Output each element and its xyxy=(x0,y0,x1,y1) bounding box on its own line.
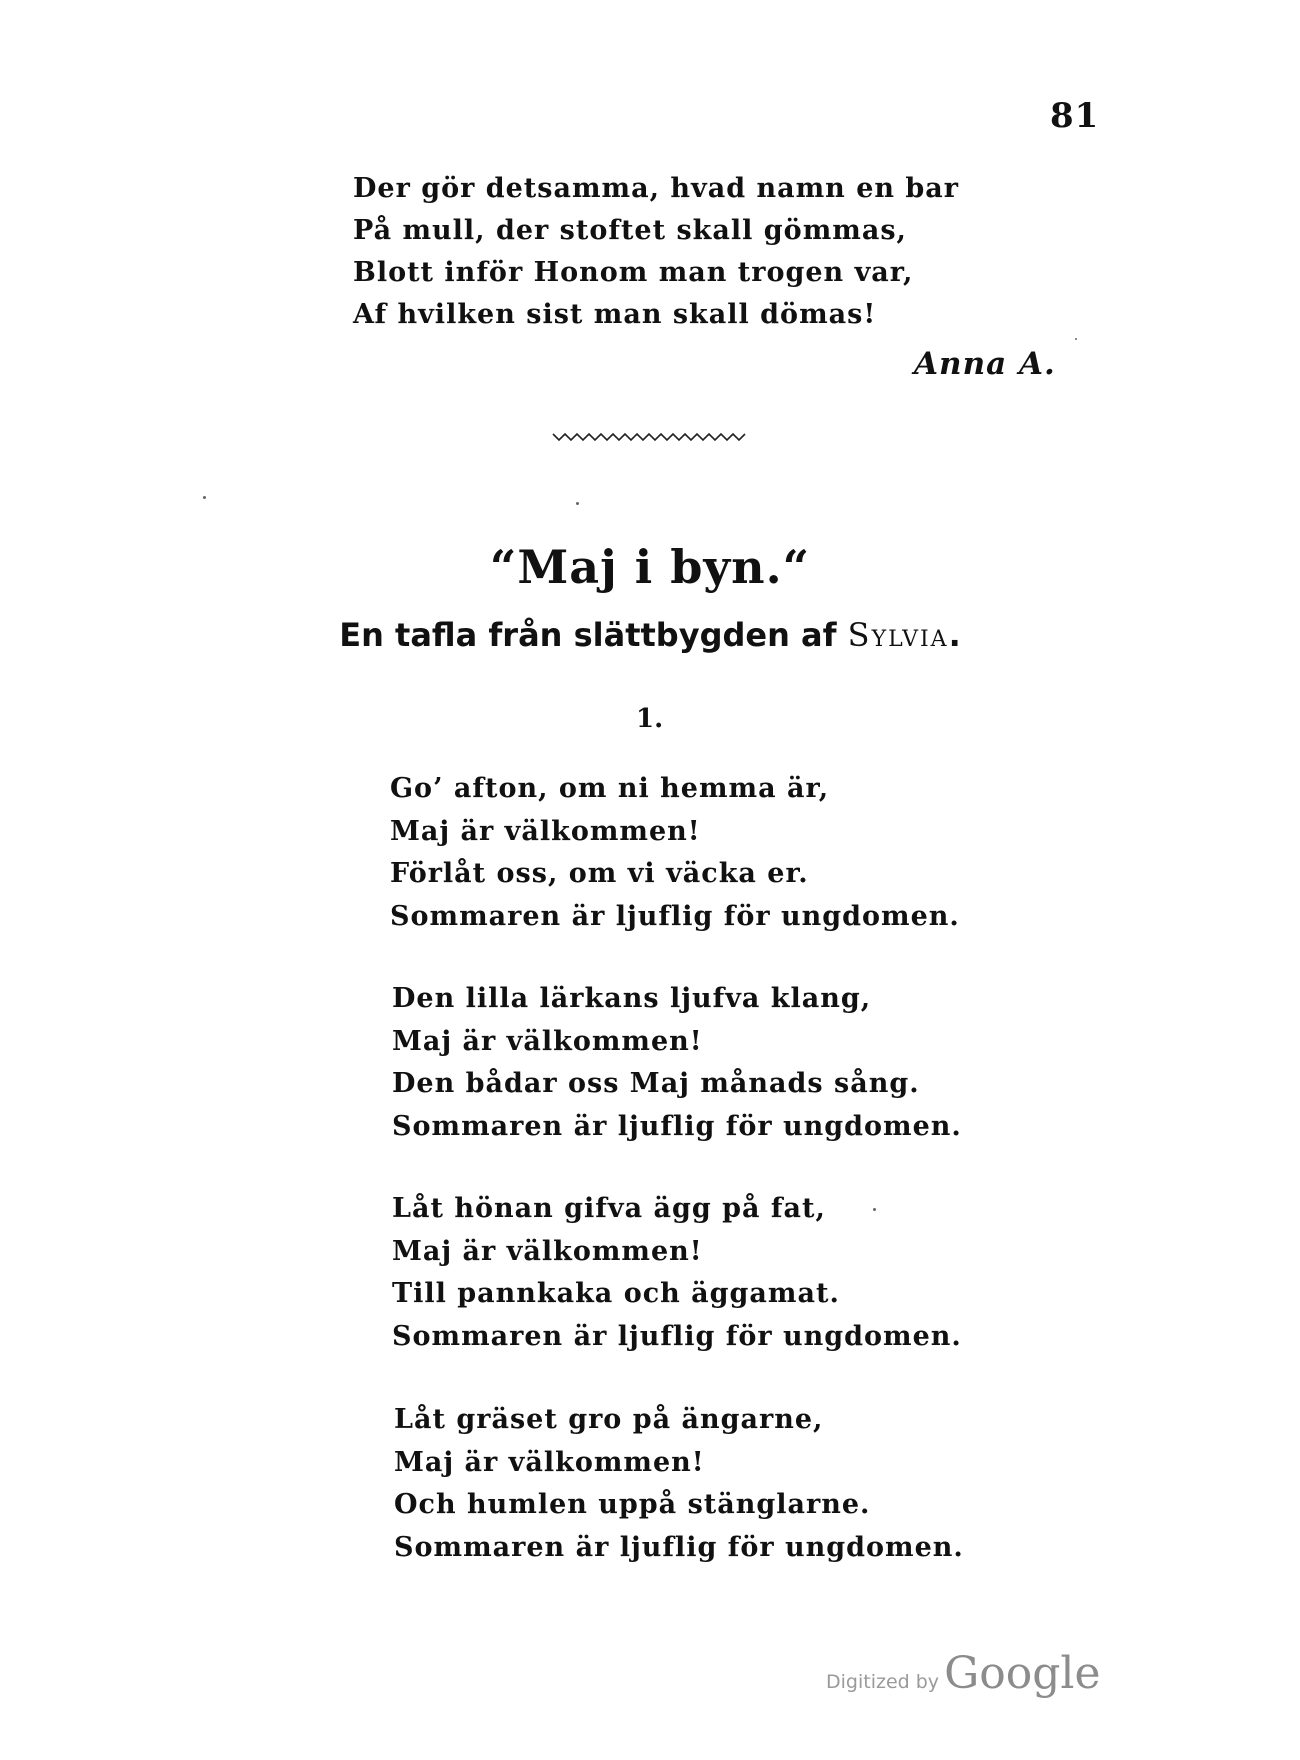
poem-line: Förlåt oss, om vi väcka er. xyxy=(390,858,809,890)
stanza-4 xyxy=(394,1399,964,1569)
watermark-brand: Google xyxy=(944,1648,1101,1699)
print-speck xyxy=(873,1208,876,1211)
poem-line: Af hvilken sist man skall dömas! xyxy=(353,299,877,330)
watermark-prefix: Digitized by xyxy=(826,1671,940,1693)
poem-line: Go’ afton, om ni hemma är, xyxy=(390,773,830,804)
poem-line: Sommaren är ljuflig för ungdomen. xyxy=(392,1110,962,1142)
poem-subtitle xyxy=(0,616,1300,654)
stanza-1 xyxy=(390,768,960,938)
print-speck xyxy=(1075,338,1077,340)
poem-line: Sommaren är ljuflig för ungdomen. xyxy=(392,1320,962,1352)
poem-line: Sommaren är ljuflig för ungdomen. xyxy=(390,900,960,932)
poem-line: Låt hönan gifva ägg på fat, xyxy=(392,1193,826,1224)
poem-line: Den lilla lärkans ljufva klang, xyxy=(392,983,872,1014)
poem-line: Blott inför Honom man trogen var, xyxy=(353,257,914,288)
poem-line: På mull, der stoftet skall gömmas, xyxy=(353,215,907,246)
poem-line: Och humlen uppå stänglarne. xyxy=(394,1489,871,1521)
subtitle-end: . xyxy=(948,616,961,654)
page-number: 81 xyxy=(1050,96,1100,136)
author-signature: Anna A. xyxy=(914,346,1056,382)
poem-line: Maj är välkommen! xyxy=(390,815,701,847)
print-speck xyxy=(576,502,579,505)
poem-line: Der gör detsamma, hvad namn en bar xyxy=(353,173,960,204)
wavy-divider-ornament xyxy=(552,430,746,444)
poem-line: Maj är välkommen! xyxy=(394,1446,705,1478)
digitized-watermark xyxy=(826,1648,1101,1699)
poem-line: Maj är välkommen! xyxy=(392,1025,703,1057)
poem-line: Sommaren är ljuflig för ungdomen. xyxy=(394,1531,964,1563)
previous-poem-stanza xyxy=(353,168,959,336)
subtitle-author: Sylvia xyxy=(847,616,949,654)
poem-line: Låt gräset gro på ängarne, xyxy=(394,1404,824,1435)
poem-line: Den bådar oss Maj månads sång. xyxy=(392,1068,920,1100)
print-speck xyxy=(203,496,206,499)
stanza-3 xyxy=(392,1188,962,1358)
subtitle-text: En tafla från slättbygden af xyxy=(339,616,848,654)
stanza-2 xyxy=(392,978,962,1148)
poem-line: Till pannkaka och äggamat. xyxy=(392,1278,840,1310)
poem-line: Maj är välkommen! xyxy=(392,1235,703,1267)
section-number: 1. xyxy=(636,704,664,734)
poem-title: “Maj i byn.“ xyxy=(489,540,811,594)
